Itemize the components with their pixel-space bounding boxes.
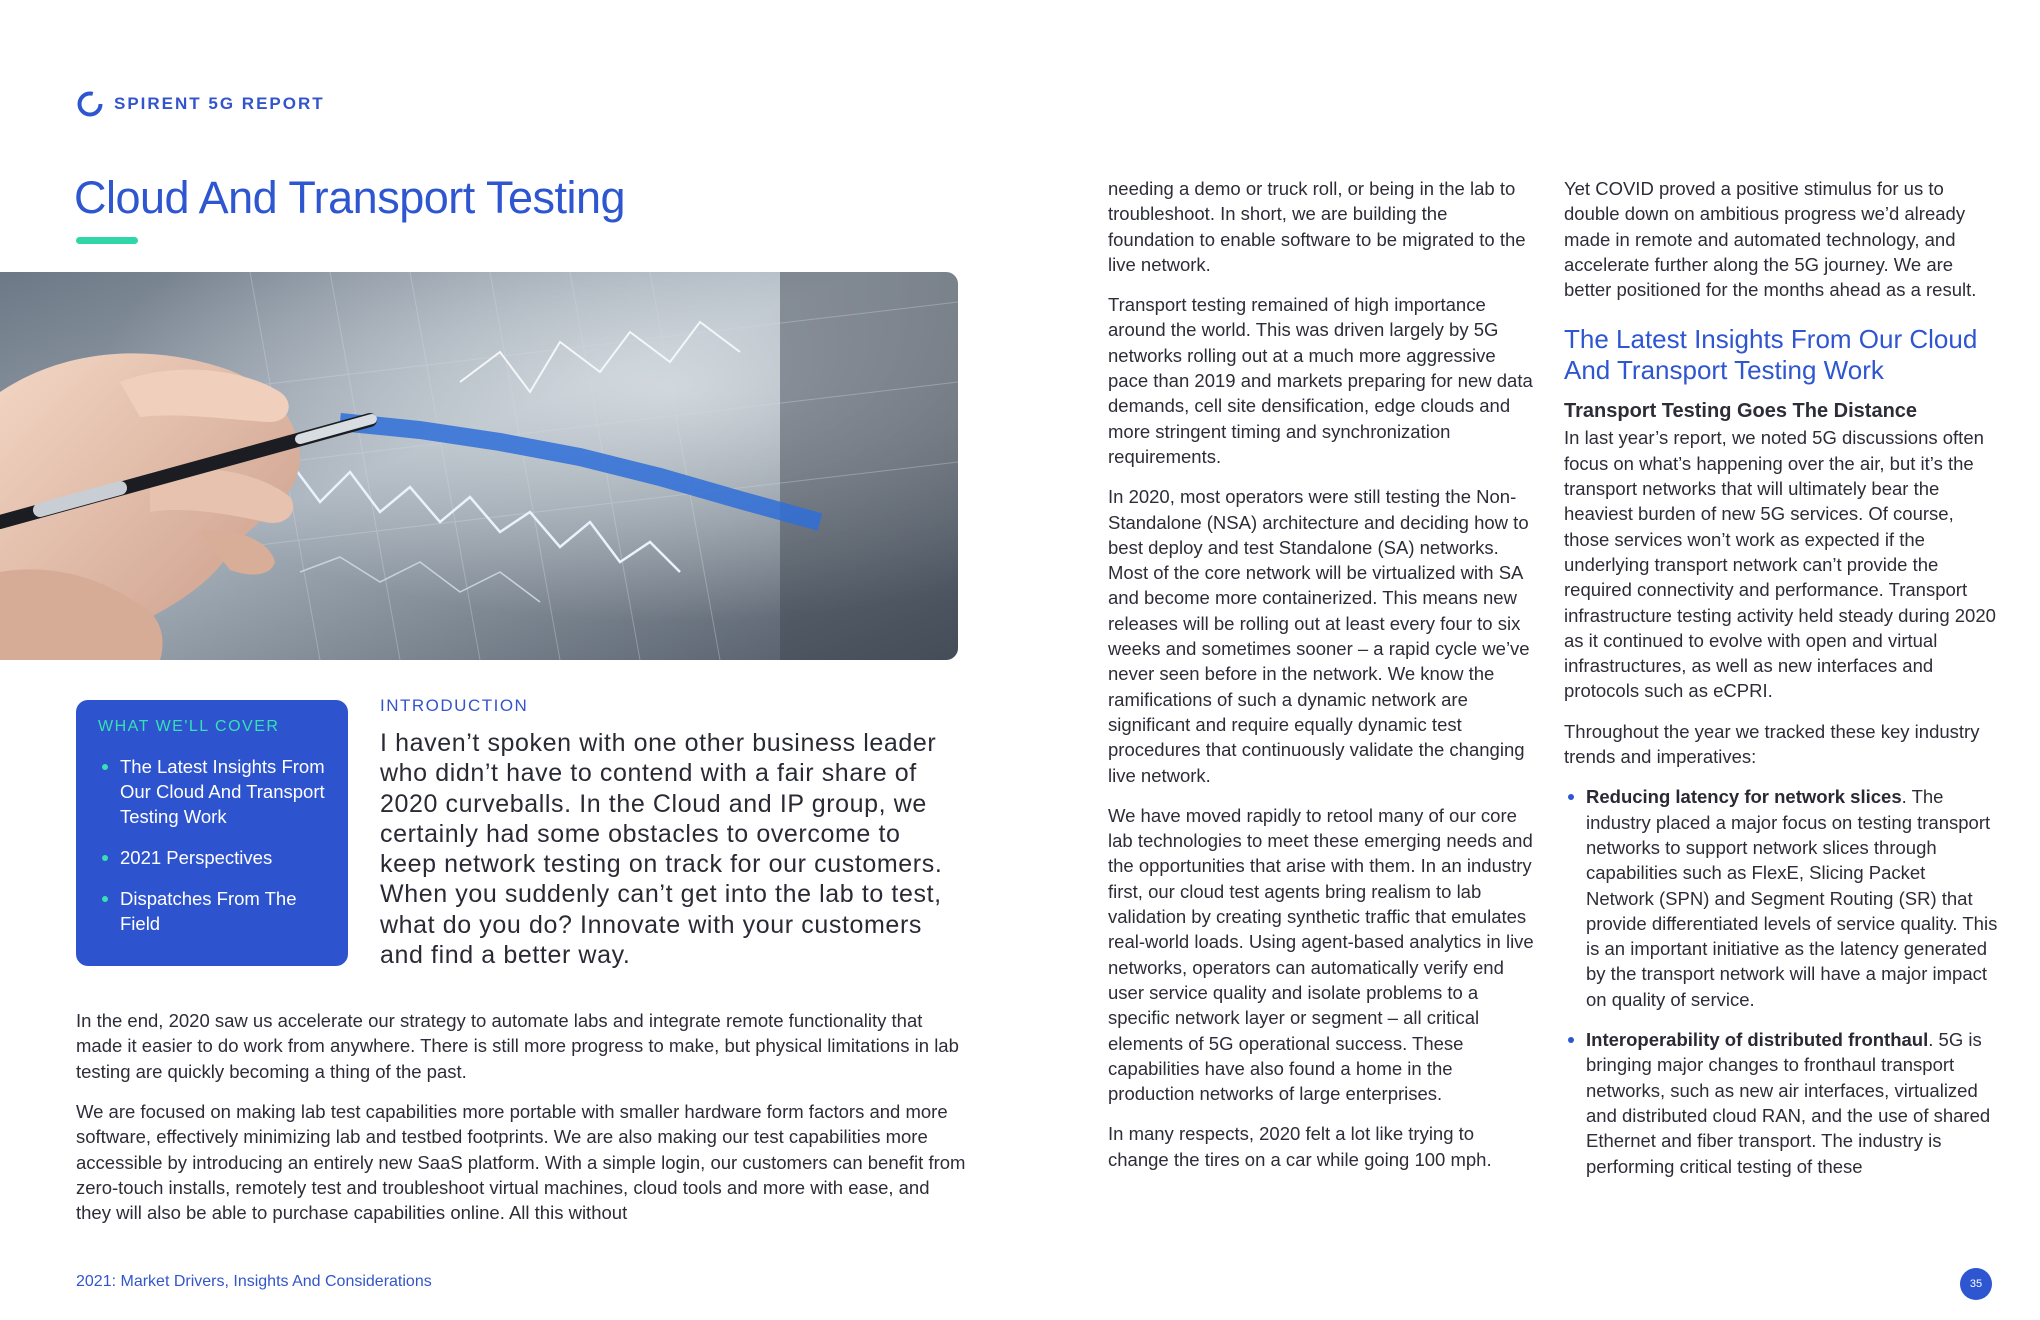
hero-image bbox=[0, 272, 958, 660]
trend-item-bold: Interoperability of distributed fronthaul bbox=[1586, 1029, 1929, 1051]
page-title: Cloud And Transport Testing bbox=[74, 172, 626, 223]
cover-item[interactable] bbox=[98, 845, 326, 870]
bullet-dot-icon bbox=[102, 764, 108, 770]
subsection-heading: Transport Testing Goes The Distance bbox=[1564, 400, 1918, 423]
trend-item-bold: Reducing latency for network slices bbox=[1586, 786, 1902, 808]
trend-item bbox=[1564, 784, 1998, 1012]
footer-text: 2021: Market Drivers, Insights And Considerations bbox=[76, 1273, 432, 1290]
hand-pen-chart-photo bbox=[0, 272, 958, 660]
cover-list bbox=[98, 754, 326, 936]
cover-title: WHAT WE'LL COVER bbox=[98, 718, 280, 735]
body-paragraph: Transport testing remained of high importance around the world. This was driven largely by 5G networks rolling out at a much more aggressive pace than 2019 and markets preparing for new data demands, cell site densification, edge clouds and more stringent timing and synchronization requirements. bbox=[1108, 294, 1533, 467]
bullet-dot-icon bbox=[1568, 794, 1574, 800]
cover-item-label: 2021 Perspectives bbox=[120, 847, 273, 868]
trend-item-text: . The industry placed a major focus on testing transport networks to support network slices through capabilities such as FlexE, Slicing Packet Network (SPN) and Segment Routing (SR) that provide differentiated levels of service quality. This is an important initiative as the latency generated by the transport network will have a major impact on quality of service. bbox=[1586, 786, 1998, 1010]
trend-item bbox=[1564, 1027, 1998, 1179]
body-paragraph: In 2020, most operators were still testing the Non-Standalone (NSA) architecture and deciding how to best deploy and test Standalone (SA) networks. Most of the core network will be virtualized with SA and become more containerized. This means new releases will be rolling out at least every four to six weeks and sometimes sooner – a rapid cycle we’ve never seen before in the network. We know the ramifications of such a dynamic network are significant and require equally dynamic test procedures that continuously validate the changing live network. bbox=[1108, 486, 1530, 786]
trend-item-text: . 5G is bringing major changes to fronthaul transport networks, such as new air interfaces, virtualized and distributed cloud RAN, and the use of shared Ethernet and fiber transport. The industry is performing critical testing of these bbox=[1586, 1029, 1991, 1177]
bullet-dot-icon bbox=[1568, 1037, 1574, 1043]
body-paragraph: In last year’s report, we noted 5G discussions often focus on what’s happening over the air, but it’s the transport networks that will ultimately bear the heaviest burden of new 5G services. Of course, those services won’t work as expected if the underlying transport network can’t provide the required connectivity and performance. Transport infrastructure testing activity held steady during 2020 as it continued to evolve with open and virtual infrastructures, as well as new interfaces and protocols such as eCPRI. bbox=[1564, 427, 1996, 702]
body-paragraph: In many respects, 2020 felt a lot like trying to change the tires on a car while going 100 mph. bbox=[1108, 1123, 1492, 1170]
what-we-cover-box bbox=[76, 700, 348, 966]
page-number: 35 bbox=[1960, 1268, 1992, 1300]
spirent-ring-logo-icon bbox=[76, 90, 104, 118]
brand-header bbox=[76, 90, 325, 118]
cover-item[interactable] bbox=[98, 886, 326, 936]
intro-text: I haven’t spoken with one other business leader who didn’t have to contend with a fair share of 2020 curveballs. In the Cloud and IP group, we certainly had some obstacles to overcome to keep network testing on track for our customers. When you suddenly can’t get into the lab to test, what do you do? Innovate with your customers and find a better way. bbox=[380, 729, 943, 970]
intro-label: INTRODUCTION bbox=[380, 696, 529, 715]
section-heading: The Latest Insights From Our Cloud And Transport Testing Work bbox=[1564, 324, 1978, 386]
bullet-dot-icon bbox=[102, 855, 108, 861]
cover-item-label: Dispatches From The Field bbox=[120, 888, 297, 934]
body-paragraph: In the end, 2020 saw us accelerate our strategy to automate labs and integrate remote functionality that made it easier to do work from anywhere. There is still more progress to make, but physical limitations in lab testing are quickly becoming a thing of the past. bbox=[76, 1010, 959, 1082]
body-paragraph: Yet COVID proved a positive stimulus for us to double down on ambitious progress we’d already made in remote and automated technology, and accelerate further along the 5G journey. We are better positioned for the months ahead as a result. bbox=[1564, 178, 1977, 301]
bullet-dot-icon bbox=[102, 896, 108, 902]
right-column bbox=[1564, 176, 1998, 1194]
body-paragraph: We have moved rapidly to retool many of our core lab technologies to meet these emerging needs and the opportunities that arise with them. In an industry first, our cloud test agents bring realism to lab validation by creating synthetic traffic that emulates real-world loads. Using agent-based analytics in live networks, operators can automatically verify end user service quality and isolate problems to a specific network layer or segment – all critical elements of 5G operational success. These capabilities have also found a home in the production networks of large enterprises. bbox=[1108, 804, 1534, 1105]
body-paragraph: needing a demo or truck roll, or being in the lab to troubleshoot. In short, we are building the foundation to enable software to be migrated to the live network. bbox=[1108, 178, 1526, 275]
cover-item[interactable] bbox=[98, 754, 326, 829]
body-paragraph: We are focused on making lab test capabilities more portable with smaller hardware form factors and more software, effectively minimizing lab and testbed footprints. We are also making our test capabilities more accessible by introducing an entirely new SaaS platform. With a simple login, our customers can benefit from zero-touch installs, remotely test and troubleshoot virtual machines, cloud tools and more with ease, and they will also be able to purchase capabilities online. All this without bbox=[76, 1101, 966, 1224]
cover-item-label: The Latest Insights From Our Cloud And Transport Testing Work bbox=[120, 756, 325, 827]
trend-list bbox=[1564, 784, 1998, 1178]
brand-text: SPIRENT 5G REPORT bbox=[114, 94, 325, 113]
body-paragraph: Throughout the year we tracked these key industry trends and imperatives: bbox=[1564, 720, 1980, 768]
title-underline bbox=[76, 237, 138, 244]
middle-column bbox=[1108, 176, 1538, 1187]
